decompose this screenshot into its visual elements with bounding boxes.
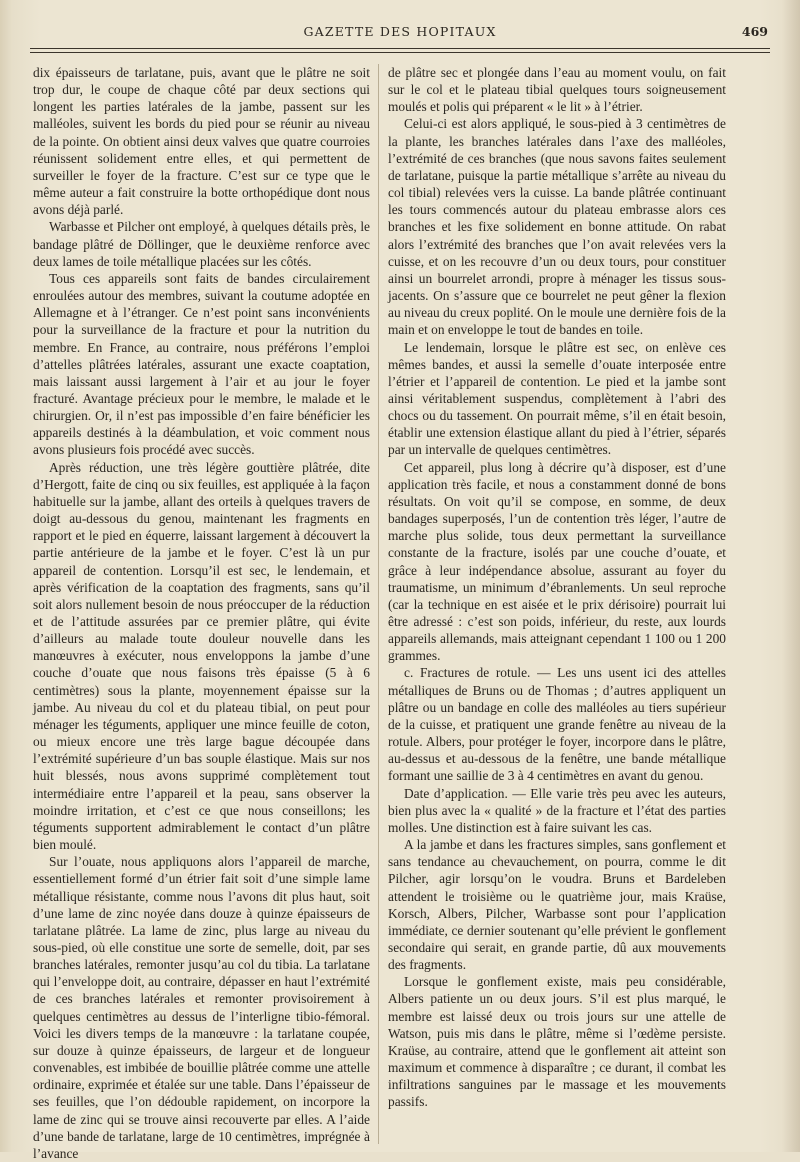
right-column [388,64,726,1149]
paragraph: de plâtre sec et plongée dans l’eau au moment voulu, on fait sur le col et le plateau tibial quelques tours soigneusement moulés et polis qui préparent « le lit » à l’étrier. [388,65,726,115]
paragraph: Lorsque le gonflement existe, mais peu considérable, Albers patiente un ou deux jours. S’il est plus marqué, le membre est laissé deux ou trois jours sur une attelle de Watson, puis mis dans le plâtre, même si l’œdème persiste. Kraüse, au contraire, attend que le gonflement ait atteint son maximum et commence à disparaître ; ce durant, il combat les infiltrations sanguines par le massage et les mouvements passifs. [388,974,726,1110]
paragraph: Sur l’ouate, nous appliquons alors l’appareil de marche, essentiellement formé d’un étrier fait soit d’une simple lame métallique résistante, comme nous l’avons dit plus haut, soit d’une lame de zinc noyée dans douze à quinze épaisseurs de tarlatane plâtrée. La lame de zinc, plus large au niveau du sous-pied, où elle constitue une sorte de semelle, doit, par ses branches latérales, remonter jusqu’au col du tibia. La tarlatane qui l’enveloppe doit, au contraire, dépasser en haut l’extrémité de ces branches latérales et remonter provisoirement à quelques centimètres au dessus de l’interligne tibio-fémoral. Voici les divers temps de la manœuvre : la tarlatane coupée, sur douze à quinze épaisseurs, de largeur et de longueur convenables, est imbibée de bouillie plâtrée comme une attelle ordinaire, exprimée et étalée sur une table. Dans l’épaisseur de ses feuilles, que l’on dédouble rapidement, on incorpore la lame de zinc qui se trouve ainsi recouverte par elles. A l’aide d’une bande de tarlatane, large de 10 centimètres, imprégnée à l’avance [33,854,370,1161]
paragraph: dix épaisseurs de tarlatane, puis, avant que le plâtre ne soit trop dur, le coupe de chaque côté par deux sections qui longent les parties latérales de la jambe, passent sur les malléoles, suivent les bords du pied pour se réunir au niveau de la pointe. On obtient ainsi deux valves que quatre courroies réunissent solidement entre elles, et qui permettent de surveiller le foyer de la fracture. C’est sur ce type que le même auteur a fait construire la botte orthopédique dont nous avons déjà parlé. [33,65,370,218]
paragraph: Celui-ci est alors appliqué, le sous-pied à 3 centimètres de la plante, les branches latérales dans l’axe des malléoles, l’extrémité de ces branches (que nous savons faites seulement de tarlatane, puisque la partie métallique s’arrête au niveau du col tibial) relevées vers la cuisse. La bande plâtrée continuant les tours commencés autour du plateau embrasse alors ces branches et les fixe solidement en bonne attitude. On rabat alors l’extrémité des branches que l’on avait relevées vers la cuisse, et on les recouvre d’un ou deux tours, pour constituer ainsi un bourrelet arrondi, propre à ménager les tissus sous-jacents. On s’assure que ce bourrelet ne peut gêner la flexion au niveau du creux poplité. On le moule une dernière fois de la main et on enveloppe le tout de bandes en toile. [388,116,726,338]
paragraph-date-application: Date d’application. — Elle varie très peu avec les auteurs, bien plus avec la « qualité » de la fracture et l’état des parties molles. Une distinction est à faire suivant les cas. [388,785,726,835]
paragraph: Le lendemain, lorsque le plâtre est sec, on enlève ces mêmes bandes, et aussi la semelle d’ouate interposée entre l’étrier et l’appareil de contention. Le pied et la jambe sont ainsi véritablement suspendus, complètement à l’abri des chocs ou du tassement. On pourrait même, s’il en était besoin, établir une extension élastique allant du pied à l’étrier, séparés par un intervalle de quelques centimètres. [388,339,726,458]
paragraph: Après réduction, une très légère gouttière plâtrée, dite d’Hergott, faite de cinq ou six feuilles, est appliquée à la façon habituelle sur la jambe, allant des orteils à quelques travers de doigt au-dessous du genou, maintenant les fragments en rapport et le pied en équerre, laissant largement à découvert la partie antérieure de la jambe et le foyer. C’est là un pur appareil de contention. Lorsqu’il est sec, le lendemain, et après vérification de la coaptation des fragments, sans qu’il soit alors nullement besoin de nous préoccuper de la réduction et de l’attitude assurées par ce premier plâtre, qui évite d’ailleurs au malade toute douleur nouvelle dans les manœuvres à exécuter, nous enveloppons la jambe d’une couche d’ouate que nous faisons très épaisse (5 à 6 centimètres) sous la plante, moyennement épaisse sur la jambe. Au niveau du col et du plateau tibial, on peut pour ménager les téguments, appliquer une mince feuille de coton, ou mieux encore une très large bague découpée dans l’extrémité supérieure d’un bas souple élastique. Mais sur nos huit blessés, nous avons supprimé complètement tout intermédiaire entre l’appareil et la peau, sans observer la moindre irritation, et c’est ce que nous conseillons; les téguments supportent admirablement le contact d’un plâtre bien moulé. [33,459,370,853]
column-divider [378,64,379,1144]
header-rule-bottom [30,52,770,53]
header-rule-top [30,48,770,49]
paragraph: Tous ces appareils sont faits de bandes circulairement enroulées autour des membres, suivant la coutume adoptée en Allemagne et à l’étranger. Ce n’est point sans inconvénients pour la surveillance de la fracture et pour la nutrition du membre. En France, au contraire, nous préférons l’emploi d’attelles plâtrées latérales, assurant une exacte coaptation, mais laissant aussi largement à l’air et au jour le foyer fracturé. Avantage précieux pour le membre, le malade et le chirurgien. Or, il n’est pas impossible d’en faire bénéficier les appareils destinés à la déambulation, et voic comment nous avons plusieurs fois procédé avec succès. [33,270,370,458]
paragraph: Cet appareil, plus long à décrire qu’à disposer, est d’une application très facile, et nous a constamment donné de bons résultats. On voit qu’il se compose, en somme, de deux bandages superposés, l’un de contention très léger, l’autre de marche plus solide, tous deux permettant la surveillance constante de la fracture, isolés par une couche d’ouate, et grâce à leur indépendance absolue, assurant au foyer du traumatisme, un minimum d’ébranlements. Un seul reproche (car la technique en est aisée et le prix dérisoire) pourrait lui être adressé : c’est son poids, inférieur, du reste, aux lourds appareils allemands, mais atteignant cependant 1 100 ou 1 200 grammes. [388,459,726,664]
paragraph-rotule: c. Fractures de rotule. — Les uns usent ici des attelles métalliques de Bruns ou de Thomas ; d’autres appliquent un plâtre ou un bandage en colle des malléoles au tiers supérieur de la cuisse, et pratiquent une grande fenêtre au niveau de la rotule. Albers, pour protéger le foyer, incorpore dans le plâtre, au-dessus et au-dessous de la fenêtre, une bande métallique formant une saillie de 3 à 4 centimètres en avant du genou. [388,665,726,784]
page-number: 469 [741,24,768,39]
paragraph: Warbasse et Pilcher ont employé, à quelques détails près, le bandage plâtré de Döllinger, que le deuxième renforce avec deux lames de toile métallique placées sur les côtés. [33,219,370,269]
page-header [30,22,770,46]
left-column [33,64,370,1161]
page-edge-shadow [782,0,800,1152]
paragraph: A la jambe et dans les fractures simples, sans gonflement et sans tendance au chevauchement, on pourra, comme le dit Pilcher, agir lorsqu’on le voudra. Bruns et Bardeleben attendent le troisième ou le quatrième jour, mais Kraüse, Korsch, Albers, Pilcher, Warbasse sont pour l’application immédiate, ce dernier soutenant qu’elle prévient le gonflement secondaire qui serait, en grande partie, dû aux mouvements des fragments. [388,837,726,973]
running-title: GAZETTE DES HOPITAUX [303,24,497,39]
